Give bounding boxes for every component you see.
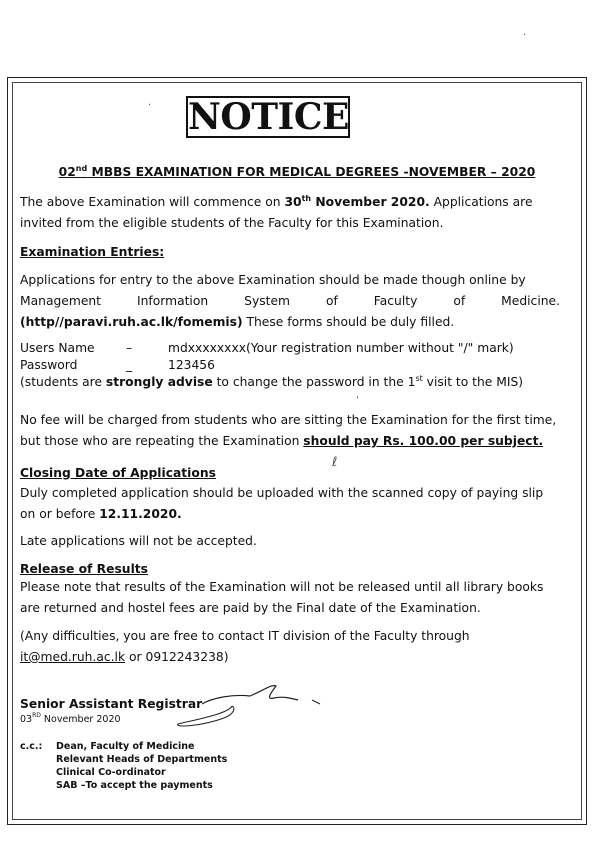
fee-line-2: but those who are repeating the Examination should pay Rs. 100.00 per subject. [20,434,544,448]
entries-line-2: Management Information System of Faculty of Medicine. [20,294,560,308]
notice-title: NOTICE [188,96,349,138]
username-dash: – [126,341,133,355]
username-label: Users Name [20,341,95,355]
exam-subtitle: 02nd MBBS EXAMINATION FOR MEDICAL DEGREES -NOVEMBER – 2020 [58,164,536,179]
username-row [20,340,540,357]
signature-date: 03RD November 2020 [20,712,121,725]
results-line-2: are returned and hostel fees are paid by the Final date of the Examination. [20,601,481,615]
list-item: Clinical Co-ordinator [56,767,166,778]
cc-label: c.c.: [20,741,43,752]
contact-line-2: it@med.ruh.ac.lk or 0912243238) [20,650,229,664]
password-value: 123456 [168,358,215,372]
mis-link: (http//paravi.ruh.ac.lk/fomemis) [20,315,243,329]
scan-speck: ℓ [332,455,338,470]
password-row [20,357,540,374]
closing-paragraph [20,483,543,525]
intro-line-2: invited from the eligible students of the Faculty for this Examination. [20,216,444,230]
entries-line-1: Applications for entry to the above Examination should be made though online by [20,273,526,287]
results-paragraph [20,577,543,619]
username-value: mdxxxxxxxx(Your registration number without "/" mark) [168,341,514,355]
entries-line-3: (http//paravi.ruh.ac.lk/fomemis) These forms should be duly filled. [20,315,455,329]
fee-line-1: No fee will be charged from students who are sitting the Examination for the first time, [20,413,557,427]
contact-line-1: (Any difficulties, you are free to contact IT division of the Faculty through [20,629,470,643]
results-heading: Release of Results [20,562,148,576]
closing-line-2: on or before 12.11.2020. [20,507,182,521]
fee-paragraph [20,410,556,452]
signatory-title: Senior Assistant Registrar [20,697,203,711]
entries-heading: Examination Entries: [20,245,165,259]
contact-email-link[interactable]: it@med.ruh.ac.lk [20,650,126,664]
scan-speck: ' [356,395,359,406]
contact-paragraph [20,626,470,668]
list-item: Relevant Heads of Departments [56,754,228,765]
intro-line-1: The above Examination will commence on 30th November 2020. Applications are [20,194,533,209]
closing-heading: Closing Date of Applications [20,466,216,480]
scan-speck: · [523,30,527,41]
results-line-1: Please note that results of the Examination will not be released until all library books [20,580,544,594]
list-item: SAB –To accept the payments [56,780,213,791]
closing-line-1: Duly completed application should be uploaded with the scanned copy of paying slip [20,486,544,500]
intro-paragraph [20,192,533,234]
entries-paragraph [20,270,560,333]
password-label: Password [20,358,78,372]
password-dash: _ [126,358,133,372]
cc-list [56,740,227,792]
list-item: Dean, Faculty of Medicine [56,741,195,752]
scan-speck: · [148,100,152,111]
advise-line: (students are strongly advise to change the password in the 1st visit to the MIS) [20,374,524,389]
credentials [20,340,540,391]
late-notice: Late applications will not be accepted. [20,534,257,548]
